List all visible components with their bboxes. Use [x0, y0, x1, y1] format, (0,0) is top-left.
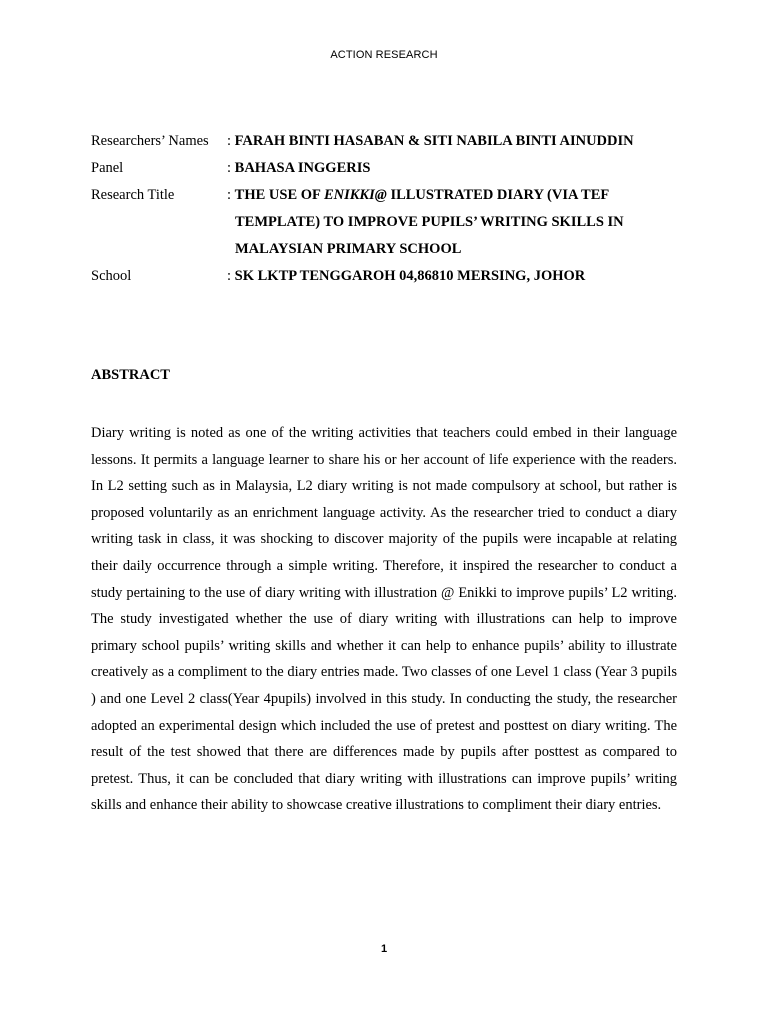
- researchers-value-container: [227, 128, 691, 155]
- colon: :: [227, 133, 235, 149]
- school-value-container: [227, 263, 691, 290]
- title-value-italic: ENIKKI@: [323, 187, 387, 203]
- school-row: [91, 263, 691, 290]
- page-header-title: ACTION RESEARCH: [330, 49, 438, 61]
- title-label: Research Title: [91, 187, 175, 203]
- school-label: School: [91, 268, 132, 284]
- panel-value-container: [227, 155, 691, 182]
- panel-value: BAHASA INGGERIS: [234, 160, 371, 176]
- title-value-line2: TEMPLATE) TO IMPROVE PUPILS’ WRITING SKILLS IN: [235, 214, 624, 230]
- panel-row: [91, 155, 691, 182]
- abstract-body: Diary writing is noted as one of the writing activities that teachers could embed in their language lessons. It permits a language learner to share his or her account of life experience with the readers. In L2 setting such as in Malaysia, L2 diary writing is not made compulsory at school, but rather is proposed voluntarily as an enrichment language activity. As the researcher tried to conduct a diary writing task in class, it was shocking to discover majority of the pupils were incapable at relating their daily occurrence through a simple writing. Therefore, it inspired the researcher to conduct a study pertaining to the use of diary writing with illustration @ Enikki to improve pupils’ L2 writing. The study investigated whether the use of diary writing with illustrations can help to improve primary school pupils’ writing skills and whether it can help to enhance pupils’ ability to illustrate creatively as a compliment to the diary entries made. Two classes of one Level 1 class (Year 3 pupils ) and one Level 2 class(Year 4pupils) involved in this study. In conducting the study, the researcher adopted an experimental design which included the use of pretest and posttest on diary writing. The result of the test showed that there are differences made by pupils after posttest as compared to pretest. Thus, it can be concluded that diary writing with illustrations can improve pupils’ writing skills and enhance their ability to showcase creative illustrations to compliment their diary entries.: [91, 425, 677, 814]
- research-metadata: [91, 128, 691, 290]
- researchers-row: [91, 128, 691, 155]
- title-value-container: [227, 182, 691, 263]
- school-value: SK LKTP TENGGAROH 04,86810 MERSING, JOHOR: [234, 268, 586, 284]
- colon: :: [227, 187, 235, 203]
- panel-label: Panel: [91, 160, 124, 176]
- title-value-line3: MALAYSIAN PRIMARY SCHOOL: [235, 241, 462, 257]
- page-number: 1: [380, 943, 388, 955]
- title-row: [91, 182, 691, 263]
- abstract-heading: ABSTRACT: [91, 367, 170, 383]
- colon: :: [227, 268, 235, 284]
- researchers-value: FARAH BINTI HASABAN & SITI NABILA BINTI AINUDDIN: [234, 133, 634, 149]
- colon: :: [227, 160, 235, 176]
- title-value-line1-rest: ILLUSTRATED DIARY (VIA TEF: [386, 187, 610, 203]
- title-value-prefix: THE USE OF: [234, 187, 324, 203]
- researchers-label: Researchers’ Names: [91, 133, 209, 149]
